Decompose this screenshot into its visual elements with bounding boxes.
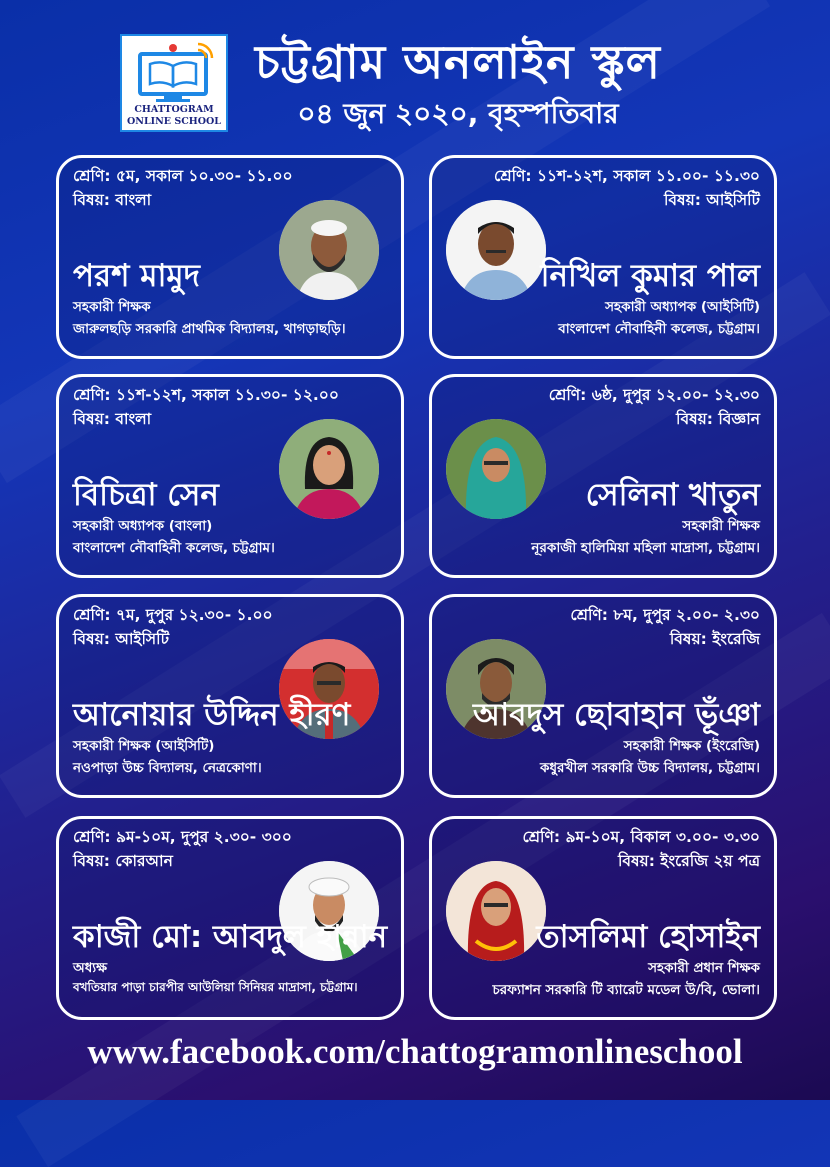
teacher-institution: বাংলাদেশ নৌবাহিনী কলেজ, চট্টগ্রাম। — [558, 321, 760, 337]
class-card — [56, 594, 404, 798]
teacher-designation: সহকারী অধ্যাপক (আইসিটি) — [605, 299, 760, 315]
teacher-institution: চরফ্যাশন সরকারি টি ব্যারেট মডেল উ/বি, ভোলা। — [492, 982, 760, 998]
class-time: শ্রেণি: ৮ম, দুপুর ২.০০- ২.৩০ — [570, 606, 760, 624]
class-subject: বিষয়: আইসিটি — [663, 191, 760, 209]
class-card — [56, 155, 404, 359]
page-date: ০৪ জুন ২০২০, বৃহস্পতিবার — [297, 97, 619, 130]
teacher-name: তাসলিমা হোসাইন — [536, 919, 760, 955]
teacher-name: নিখিল কুমার পাল — [540, 258, 760, 294]
class-card — [429, 155, 777, 359]
teacher-institution: বাংলাদেশ নৌবাহিনী কলেজ, চট্টগ্রাম। — [73, 540, 275, 556]
teacher-photo — [446, 861, 546, 961]
teacher-photo — [279, 419, 379, 519]
teacher-institution: নূরকাজী হালিমিয়া মহিলা মাদ্রাসা, চট্টগ্রাম। — [531, 540, 760, 556]
class-card — [429, 374, 777, 578]
teacher-name: আনোয়ার উদ্দিন হীরণ — [73, 697, 351, 733]
logo-text-line1: CHATTOGRAM — [134, 104, 214, 115]
teacher-institution: নওপাড়া উচ্চ বিদ্যালয়, নেত্রকোণা। — [73, 760, 262, 776]
class-subject: বিষয়: ইংরেজি — [669, 630, 760, 648]
teacher-institution: জারুলছড়ি সরকারি প্রাথমিক বিদ্যালয়, খাগড়াছড়ি। — [73, 321, 346, 337]
class-subject: বিষয়: বাংলা — [73, 191, 152, 209]
teacher-designation: সহকারী শিক্ষক (ইংরেজি) — [623, 738, 760, 754]
class-time: শ্রেণি: ৯ম-১০ম, বিকাল ৩.০০- ৩.৩০ — [522, 828, 760, 846]
teacher-designation: সহকারী শিক্ষক (আইসিটি) — [73, 738, 215, 754]
facebook-url[interactable]: www.facebook.com/chattogramonlineschool — [87, 1032, 743, 1071]
class-subject: বিষয়: বিজ্ঞান — [676, 410, 760, 428]
school-logo — [120, 34, 228, 132]
class-time: শ্রেণি: ৯ম-১০ম, দুপুর ২.৩০- ৩০০ — [73, 828, 292, 846]
teacher-name: বিচিত্রা সেন — [73, 477, 219, 513]
teacher-designation: সহকারী শিক্ষক — [682, 518, 760, 534]
class-card — [429, 594, 777, 798]
teacher-designation: সহকারী শিক্ষক — [73, 299, 151, 315]
teacher-designation: অধ্যক্ষ — [73, 960, 108, 976]
teacher-photo — [446, 419, 546, 519]
teacher-institution: কধুরখীল সরকারি উচ্চ বিদ্যালয়, চট্টগ্রাম। — [540, 760, 760, 776]
class-card — [56, 816, 404, 1020]
teacher-photo — [279, 200, 379, 300]
class-subject: বিষয়: কোরআন — [73, 852, 173, 870]
class-subject: বিষয়: ইংরেজি ২য় পত্র — [617, 852, 760, 870]
class-subject: বিষয়: বাংলা — [73, 410, 152, 428]
class-time: শ্রেণি: ৬ষ্ঠ, দুপুর ১২.০০- ১২.৩০ — [548, 386, 760, 404]
teacher-name: আবদুস ছোবাহান ভূঁঞা — [473, 697, 760, 733]
class-time: শ্রেণি: ৭ম, দুপুর ১২.৩০- ১.০০ — [73, 606, 273, 624]
page-title: চট্টগ্রাম অনলাইন স্কুল — [255, 35, 661, 89]
teacher-name: কাজী মো: আবদুল হান্নান — [73, 919, 388, 955]
class-subject: বিষয়: আইসিটি — [73, 630, 170, 648]
teacher-institution: বখতিয়ার পাড়া চারপীর আউলিয়া সিনিয়র মাদ্রাসা, চট্টগ্রাম। — [73, 980, 358, 994]
class-card — [56, 374, 404, 578]
teacher-designation: সহকারী প্রধান শিক্ষক — [648, 960, 760, 976]
class-time: শ্রেণি: ৫ম, সকাল ১০.৩০- ১১.০০ — [73, 167, 293, 185]
logo-text-line2: ONLINE SCHOOL — [127, 116, 221, 127]
teacher-designation: সহকারী অধ্যাপক (বাংলা) — [73, 518, 213, 534]
teacher-name: পরশ মামুদ — [73, 258, 200, 294]
class-time: শ্রেণি: ১১শ-১২শ, সকাল ১১.০০- ১১.৩০ — [494, 167, 760, 185]
class-card — [429, 816, 777, 1020]
teacher-photo — [446, 200, 546, 300]
teacher-name: সেলিনা খাতুন — [585, 477, 760, 513]
class-time: শ্রেণি: ১১শ-১২শ, সকাল ১১.৩০- ১২.০০ — [73, 386, 339, 404]
book-monitor-icon — [132, 40, 216, 104]
